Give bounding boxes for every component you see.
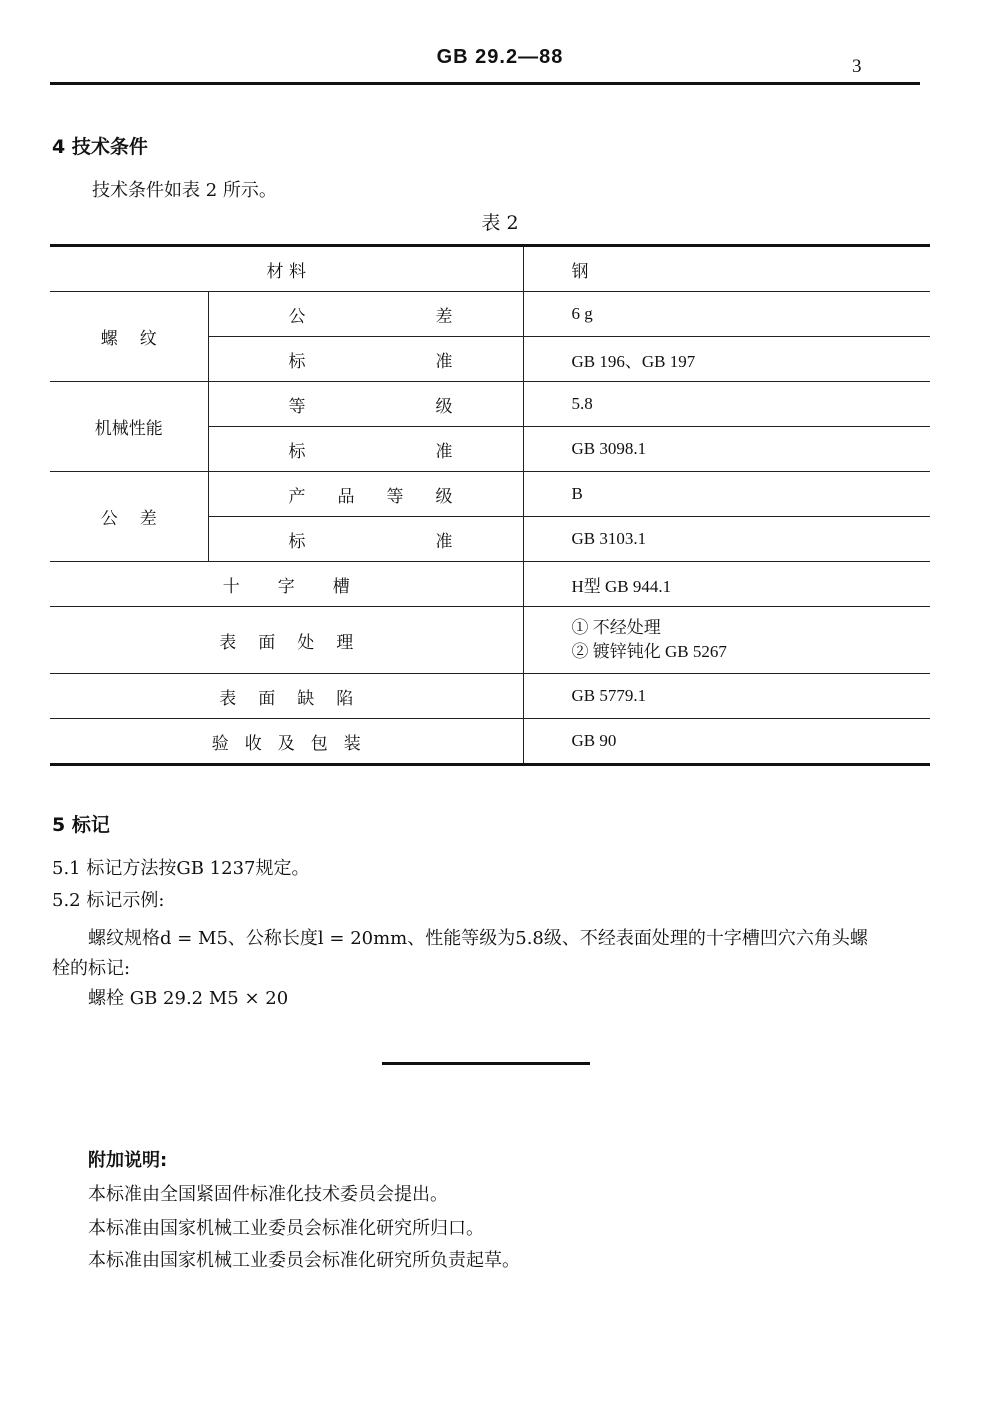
- table-row: [50, 382, 930, 427]
- group-mechanical: 机械性能: [50, 382, 208, 472]
- note-line: 本标准由全国紧固件标准化技术委员会提出。: [88, 1184, 448, 1205]
- note-line: 本标准由国家机械工业委员会标准化研究所归口。: [88, 1218, 484, 1239]
- row-label: 产品等级: [208, 472, 523, 517]
- row-value: GB 90: [523, 719, 930, 765]
- row-value: [523, 607, 930, 674]
- row-value: 5.8: [523, 382, 930, 427]
- header-rule: [50, 82, 920, 85]
- row-label: 标准: [208, 427, 523, 472]
- standard-code: GB 29.2—88: [436, 46, 564, 68]
- row-label: 验收及包装: [50, 719, 523, 765]
- section-4-intro: 技术条件如表 2 所示。: [92, 180, 277, 201]
- section-4-heading: 4 技术条件: [52, 136, 148, 158]
- table-row: [50, 719, 930, 765]
- value-line: ① 不经处理: [571, 618, 661, 637]
- row-label: 等级: [208, 382, 523, 427]
- group-tolerance: 公差: [50, 472, 208, 562]
- row-label: 表面处理: [50, 607, 523, 674]
- table-row: [50, 607, 930, 674]
- row-value: GB 5779.1: [523, 674, 930, 719]
- group-thread: 螺纹: [50, 292, 208, 382]
- table-row: [50, 562, 930, 607]
- section-5-heading: 5 标记: [52, 814, 110, 836]
- row-value: 6 g: [523, 292, 930, 337]
- row-value: GB 196、GB 197: [523, 337, 930, 382]
- technical-conditions-table: [50, 244, 930, 766]
- row-value: B: [523, 472, 930, 517]
- table-row: [50, 674, 930, 719]
- row-value: GB 3098.1: [523, 427, 930, 472]
- row-label: 公差: [208, 292, 523, 337]
- table-header-row: [50, 246, 930, 292]
- table-row: [50, 292, 930, 337]
- row-label: 表面缺陷: [50, 674, 523, 719]
- header-material-value: 钢: [523, 246, 930, 292]
- clause-5-1: 5.1 标记方法按GB 1237规定。: [52, 858, 310, 879]
- row-label: 十字槽: [50, 562, 523, 607]
- table-caption: 表 2: [481, 212, 519, 234]
- row-value: H型 GB 944.1: [523, 562, 930, 607]
- row-value: GB 3103.1: [523, 517, 930, 562]
- page-number: 3: [852, 56, 862, 77]
- row-label: 标准: [208, 337, 523, 382]
- marking-example: 螺栓 GB 29.2 M5 × 20: [88, 988, 289, 1009]
- row-label: 标准: [208, 517, 523, 562]
- header-material-label: 材 料: [50, 246, 523, 292]
- notes-title: 附加说明:: [88, 1150, 168, 1171]
- example-text-line2: 栓的标记:: [52, 958, 131, 979]
- value-line: ② 镀锌钝化 GB 5267: [571, 642, 727, 661]
- note-line: 本标准由国家机械工业委员会标准化研究所负责起草。: [88, 1250, 520, 1271]
- table-row: [50, 472, 930, 517]
- example-text-line1: 螺纹规格d = M5、公称长度l = 20mm、性能等级为5.8级、不经表面处理的十字槽凹穴六角头螺: [88, 928, 868, 949]
- end-rule: [382, 1062, 590, 1065]
- clause-5-2: 5.2 标记示例:: [52, 890, 165, 911]
